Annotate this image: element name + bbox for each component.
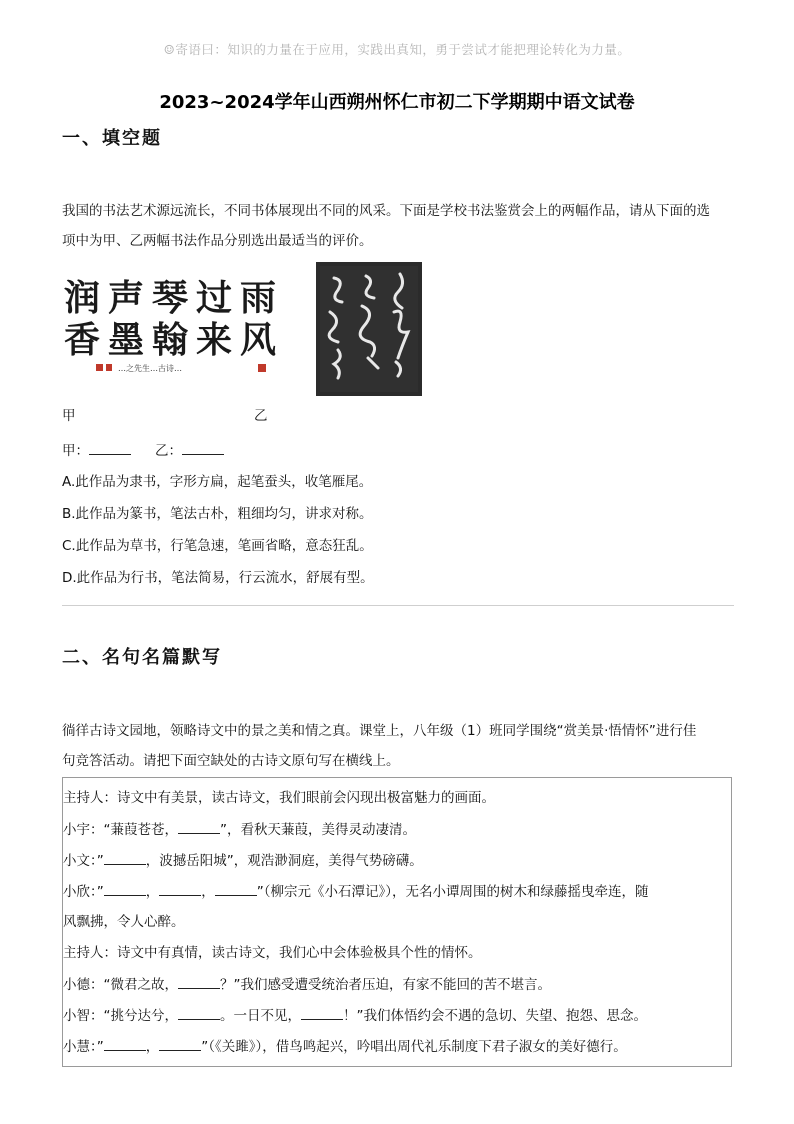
intro2-line-2: 句竞答活动。请把下面空缺处的古诗文原句写在横线上。 [62,753,400,769]
blank-5[interactable] [215,881,257,896]
section-divider [62,605,734,606]
option-d: D.此作品为行书，笔法简易，行云流水，舒展有型。 [62,570,374,586]
answer-yi-label: 乙： [155,443,182,459]
seal-stamp-icon [106,364,112,371]
calligraphy-image-a [62,268,300,392]
question-intro [62,196,734,256]
option-a: A.此作品为隶书，字形方扁，起笔蚕头，收笔雁尾。 [62,474,373,490]
calligraphy-a-art [62,268,300,392]
blank-1[interactable] [178,819,220,834]
option-c: C.此作品为草书，行笔急速，笔画省略，意态狂乱。 [62,538,373,554]
intro-line-2: 项中为甲、乙两幅书法作品分别选出最适当的评价。 [62,233,373,249]
intro-line-1: 我国的书法艺术源远流长，不同书体展现出不同的风采。下面是学校书法鉴赏会上的两幅作品，请从下面的选 [62,203,710,219]
dialogue-line-xiaoyu: 小宇：“蒹葭苍苍， ”，看秋天蒹葭，美得灵动凄清。 [63,819,416,840]
answer-line [62,440,224,461]
calligraphy-rubbing-icon [316,262,422,396]
dialogue-line-host-1: 主持人：诗文中有美景，读古诗文，我们眼前会闪现出极富魅力的画面。 [63,790,495,806]
seal-stamp-icon [96,364,103,371]
dialogue-line-xiaoxin: 小欣：” ， ， ”（柳宗元《小石潭记》），无名小谭周围的树木和绿藤摇曳牵连，随 [63,881,649,902]
section-heading-fill-blank: 一、填空题 [62,128,162,149]
label-jia: 甲 [62,408,76,424]
answer-jia-label: 甲： [62,443,89,459]
label-yi: 乙 [254,408,268,424]
blank-8[interactable] [301,1005,343,1020]
dialogue-line-xiaohui: 小慧：” ， ”（《关雎》），借鸟鸣起兴，吟唱出周代礼乐制度下君子淑女的美好德行。 [63,1036,627,1057]
question-intro-2 [62,716,734,776]
dialogue-line-xiaowen: 小文：” ，波撼岳阳城”，观浩渺洞庭，美得气势磅礴。 [63,850,423,871]
motto: ☺寄语曰：知识的力量在于应用，实践出真知，勇于尝试才能把理论转化为力量。 [163,42,631,57]
calligraphy-a-inscription: …之先生…古诗… [118,364,182,373]
blank-2[interactable] [104,850,146,865]
blank-6[interactable] [178,974,220,989]
seal-stamp-icon [258,364,266,372]
dialogue-box [62,777,732,1067]
dialogue-line-xiaode: 小德：“微君之故， ？”我们感受遭受统治者压迫，有家不能回的苦不堪言。 [63,974,551,995]
answer-yi-blank[interactable] [182,440,224,455]
blank-7[interactable] [178,1005,220,1020]
answer-jia-blank[interactable] [89,440,131,455]
dialogue-line-host-2: 主持人：诗文中有真情，读古诗文，我们心中会体验极具个性的情怀。 [63,945,482,961]
blank-4[interactable] [159,881,201,896]
blank-10[interactable] [159,1036,201,1051]
calligraphy-a-row1: 润声琴过雨 [64,277,285,319]
calligraphy-image-b [316,262,422,396]
calligraphy-a-row2: 香墨翰来风 [64,319,285,361]
page-title: 2023~2024学年山西朔州怀仁市初二下学期期中语文试卷 [159,92,635,113]
blank-9[interactable] [104,1036,146,1051]
section-heading-recitation: 二、名句名篇默写 [62,647,222,668]
option-b: B.此作品为篆书，笔法古朴，粗细均匀，讲求对称。 [62,506,373,522]
blank-3[interactable] [104,881,146,896]
dialogue-line-xiaoxin-cont: 风飘拂，令人心醉。 [63,914,185,930]
dialogue-line-xiaozhi: 小智：“挑兮达兮， 。一日不见， ！”我们体悟约会不遇的急切、失望、抱怨、思念。 [63,1005,647,1026]
intro2-line-1: 徜徉古诗文园地，领略诗文中的景之美和情之真。课堂上，八年级（1）班同学围绕“赏美景·悟情怀”进行佳 [62,723,697,739]
